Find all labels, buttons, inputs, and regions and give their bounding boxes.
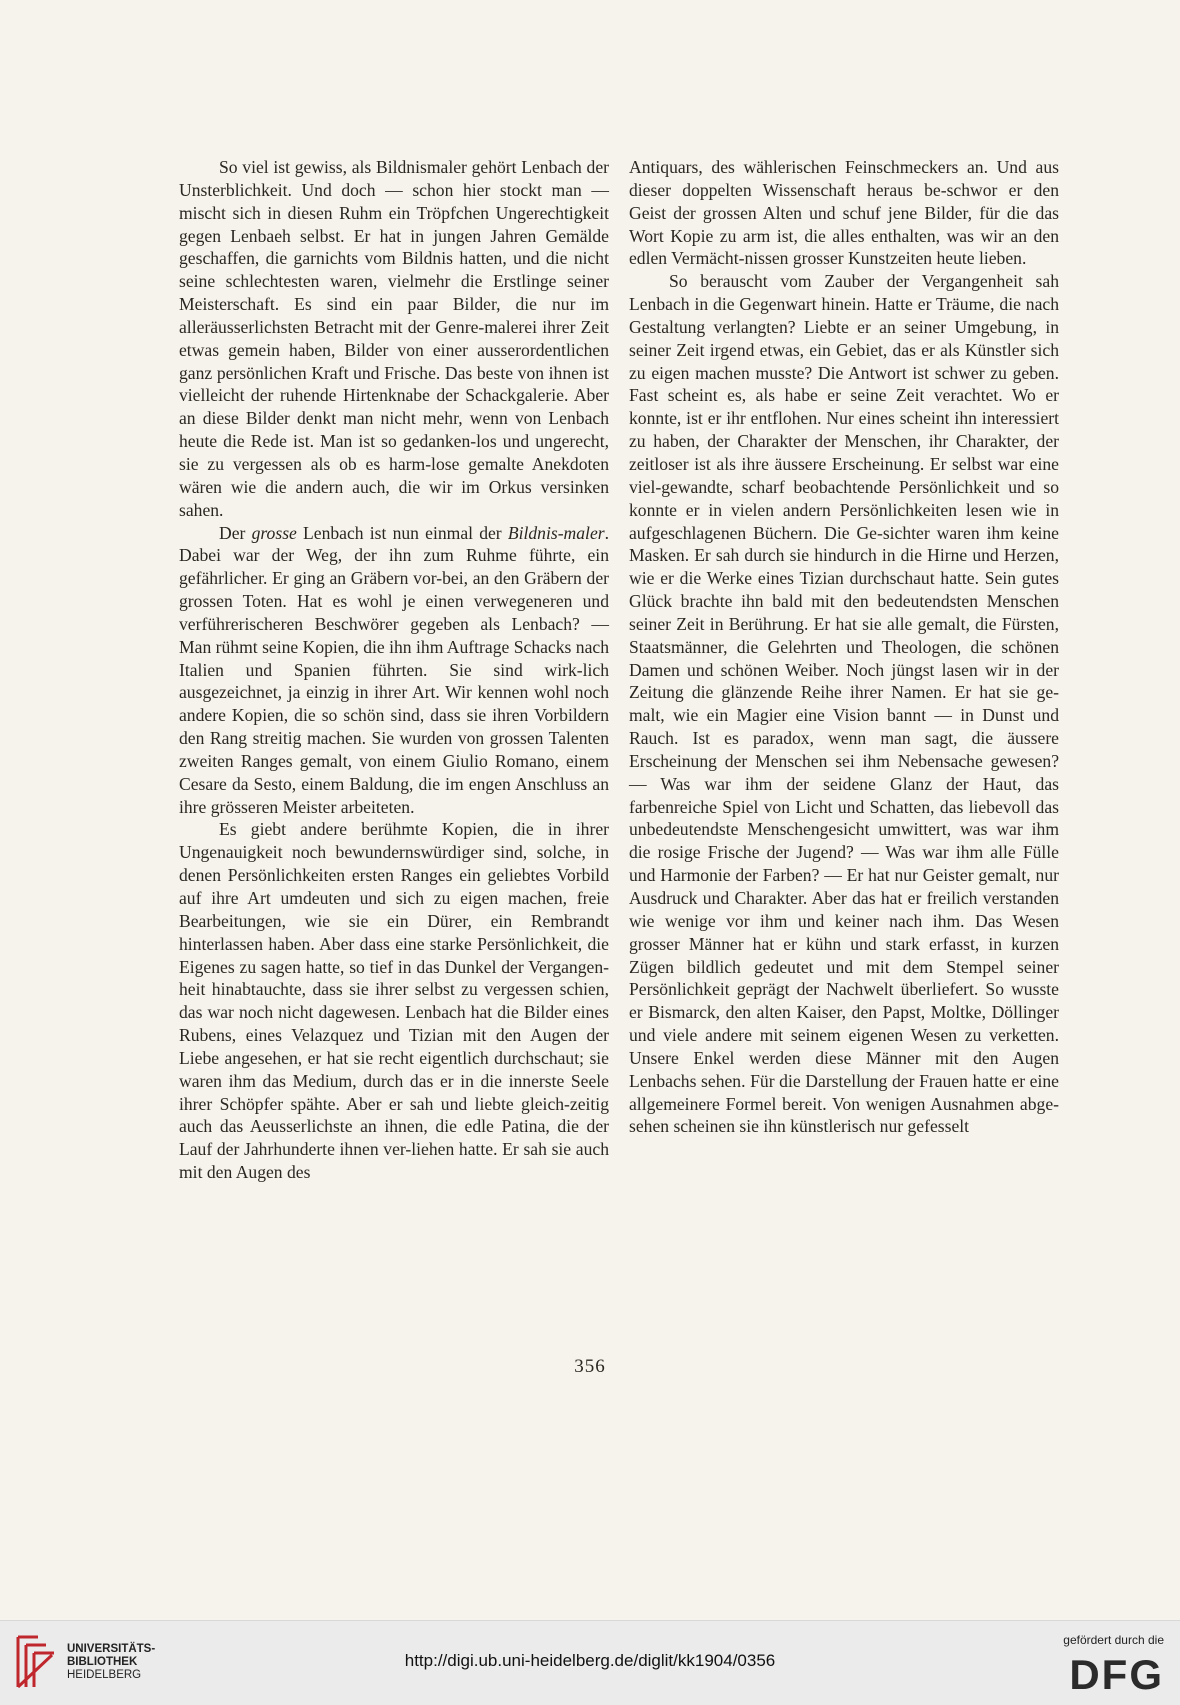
footer-bar: [0, 1620, 1180, 1705]
paragraph: So berauscht vom Zauber der Vergangenheit sah Lenbach in die Gegenwart hinein. Hatte er Träume, die nach Gestaltung verlangten? Liebte er an seiner Umgebung, in seiner Zeit irgend etwas, ein Gebiet, das er als Künstler sich zu eigen machen musste? Die Antwort ist schwer zu geben. Fast scheint es, als habe er seine Zeit verachtet. Wo er konnte, ist er ihr entflohen. Nur eines scheint ihn interessiert zu haben, der Charakter der Menschen, ihr Charakter, der zeitloser ist als ihre äussere Erscheinung. Er selbst war eine viel-gewandte, scharf beobachtende Persönlichkeit und so konnte er in vielen andern Persönlichkeiten lesen wie in aufgeschlagenen Büchern. Die Ge-sichter waren ihm keine Masken. Er sah durch sie hindurch in die Hirne und Herzen, wie er die Werke eines Tizian durchschaut hatte. Sein gutes Glück brachte ihn bald mit den bedeutendsten Menschen seiner Zeit in Berührung. Er hat sie alle gemalt, die Fürsten, Staatsmänner, die Gelehrten und Theologen, die schönen Damen und schönen Weiber. Noch jüngst lasen wir in der Zeitung die glänzende Reihe ihrer Namen. Er hat sie ge-malt, wie ein Magier eine Vision bannt — in Dunst und Rauch. Ist es paradox, wenn man sagt, die äussere Erscheinung der Menschen sei ihm Nebensache gewesen? — Was war ihm der seidene Glanz der Haut, das farbenreiche Spiel von Licht und Schatten, das liebevoll das unbedeutendste Menschengesicht umwittert, was war ihm die rosige Frische der Jugend? — Was war ihm alle Fülle und Harmonie der Farben? — Er hat nur Geister gemalt, nur Ausdruck und Charakter. Aber das hat er freilich verstanden wie wenige vor ihm und keiner nach ihm. Das Wesen grosser Männer hat er kühn und stark erfasst, in kurzen Zügen bildlich gedeutet und mit dem Stempel seiner Persönlichkeit geprägt der Nachwelt überliefert. So wusste er Bismarck, den alten Kaiser, den Papst, Moltke, Döllinger und viele andere mit seinem eigenen Wesen zu verketten. Unsere Enkel werden diese Männer mit den Augen Lenbachs sehen. Für die Darstellung der Frauen hatte er eine allgemeinere Formel bereit. Von wenigen Ausnahmen abge-sehen scheinen sie ihn künstlerisch nur gefesselt: [629, 271, 1059, 1137]
text-column-left: [179, 156, 609, 1184]
paragraph: Es giebt andere berühmte Kopien, die in ihrer Ungenauigkeit noch bewundernswürdiger sind, solche, in denen Persönlichkeiten ersten Ranges ein geliebtes Vorbild auf ihre Art umdeuten und sich zu eigen machen, freie Bearbeitungen, wie sie ein Dürer, ein Rembrandt hinterlassen haben. Aber dass eine starke Persönlichkeit, die Eigenes zu sagen hatte, so tief in das Dunkel der Vergangen-heit hinabtauchte, dass sie ihrer selbst zu vergessen schien, das war noch nicht dagewesen. Lenbach hat die Bilder eines Rubens, eines Velazquez und Tizian mit den Augen der Liebe angesehen, er hat sie recht eigentlich durchschaut; sie waren ihm das Medium, durch das er in die innerste Seele ihrer Schöpfer spähte. Aber er sah und liebte gleich-zeitig auch das Aeusserlichste an ihnen, die edle Patina, die der Lauf der Jahrhunderte ihnen ver-liehen hatte. Er sah sie auch mit den Augen des: [179, 819, 609, 1183]
italic-emphasis: grosse: [251, 522, 297, 543]
text-column-right: [629, 156, 1059, 1138]
text-run: Der: [219, 522, 252, 543]
paragraph: Antiquars, des wählerischen Feinschmeckers an. Und aus dieser doppelten Wissenschaft heraus be-schwor er den Geist der grossen Alten und schuf jene Bilder, für die das Wort Kopie zu arm ist, die alles enthalten, was wir an den edlen Vermächt-nissen grosser Kunstzeiten heute lieben.: [629, 157, 1059, 269]
paragraph: So viel ist gewiss, als Bildnismaler gehört Lenbach der Unsterblichkeit. Und doch — schon hier stockt man — mischt sich in diesen Ruhm ein Tröpfchen Ungerechtigkeit gegen Lenbaeh selbst. Er hat in jungen Jahren Gemälde geschaffen, die garnichts vom Bildnis hatten, und die nicht seine schlechtesten waren, vielmehr die Erstlinge seiner Meisterschaft. Es sind ein paar Bilder, die nur im alleräusserlichsten Betracht mit der Genre-malerei ihrer Zeit etwas gemein haben, Bilder von einer ausserordentlichen ganz persönlichen Kraft und Frische. Das beste von ihnen ist vielleicht der ruhende Hirtenknabe der Schackgalerie. Aber an diese Bilder denkt man nicht mehr, wenn von Lenbach heute die Rede ist. Man ist so gedanken-los und ungerecht, sie zu vergessen als ob es harm-lose gemalte Anekdoten wären wie die andern auch, die wir im Orkus versinken sahen.: [179, 157, 609, 520]
library-name-line: HEIDELBERG: [67, 1669, 142, 1681]
funding-caption: gefördert durch die: [1063, 1633, 1164, 1647]
dfg-logo[interactable]: DFG: [1069, 1651, 1164, 1698]
paragraph: [179, 522, 609, 819]
text-run: Lenbach ist nun einmal der: [296, 522, 508, 543]
permalink-url[interactable]: http://digi.ub.uni-heidelberg.de/diglit/kk1904/0356: [404, 1651, 776, 1670]
italic-emphasis: Bildnis-maler: [507, 522, 605, 543]
page-number: 356: [574, 1356, 606, 1377]
text-run: . Dabei war der Weg, der ihn zum Ruhme führte, ein gefährlicher. Er ging an Gräbern vor-bei, an den Gräbern der grossen Toten. Hat es wohl je einen verwegeneren und verführerischeren Beschwörer gegeben als Lenbach? — Man rühmt seine Kopien, die ihn ihm Auftrage Schacks nach Italien und Spanien führten. Sie sind wirk-lich ausgezeichnet, ja einzig in ihrer Art. Wir kennen wohl noch andere Kopien, die so schön sind, dass sie ihren Vorbildern den Rang streitig machen. Sie wurden von grossen Talenten zweiten Ranges gemalt, von einem Giulio Romano, einem Cesare da Sesto, einem Baldung, die im engen Anschluss an ihre grösseren Meister arbeiteten.: [179, 522, 610, 817]
library-name-line: BIBLIOTHEK: [67, 1656, 138, 1668]
library-name-line: UNIVERSITÄTS-: [67, 1643, 156, 1655]
